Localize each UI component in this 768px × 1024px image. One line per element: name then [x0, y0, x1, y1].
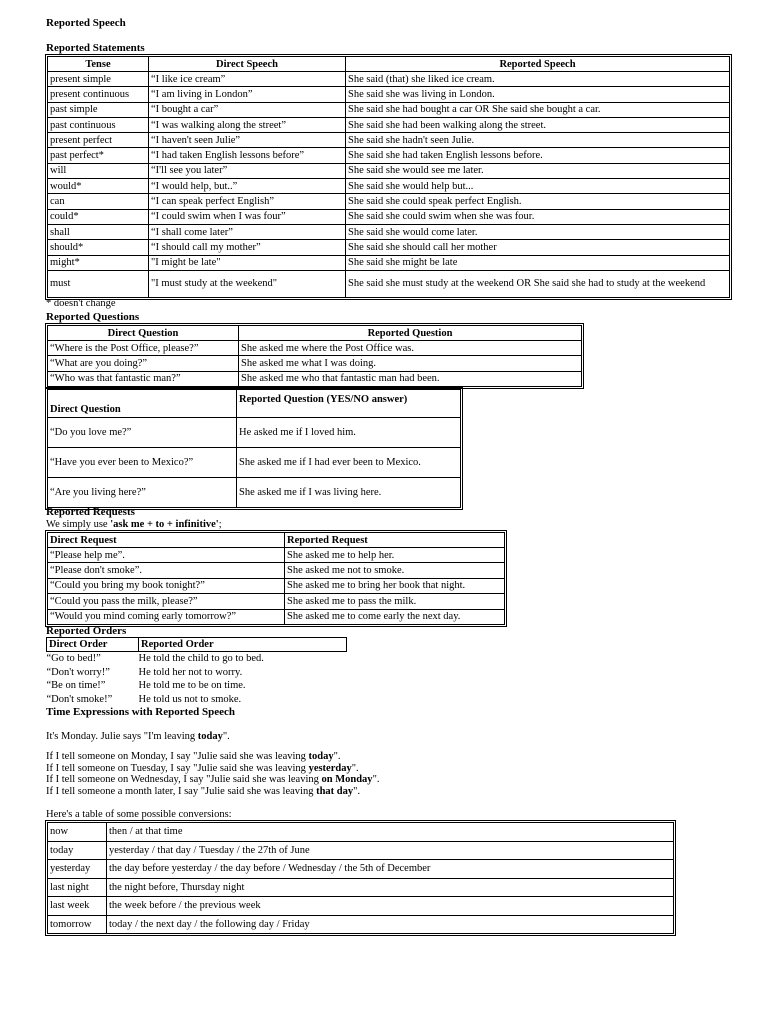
reported-speech-cell: She said she would come later.	[346, 224, 730, 239]
reported-question-cell: She asked me what I was doing.	[239, 356, 582, 371]
table-row	[48, 860, 674, 879]
table-row	[48, 87, 730, 102]
time-expression-cell: today	[48, 841, 107, 860]
requests-intro-plain: We simply use	[46, 519, 111, 530]
tense-cell: can	[48, 194, 149, 209]
table-row	[48, 102, 730, 117]
table-row	[48, 163, 730, 178]
direct-question-cell: “What are you doing?”	[48, 356, 239, 371]
conversion-cell: today / the next day / the following day / Friday	[107, 915, 674, 934]
table-row	[48, 897, 674, 916]
questions-table	[47, 325, 582, 387]
reported-speech-cell: She said she would help but...	[346, 179, 730, 194]
tense-cell: might*	[48, 255, 149, 270]
table-row	[48, 841, 674, 860]
tense-cell: could*	[48, 209, 149, 224]
direct-question-cell: “Who was that fantastic man?”	[48, 371, 239, 386]
reported-question-cell: She asked me if I was living here.	[237, 478, 461, 508]
statements-table	[47, 56, 730, 298]
table-row	[48, 148, 730, 163]
direct-speech-cell: “I should call my mother”	[149, 240, 346, 255]
tense-cell: shall	[48, 224, 149, 239]
tense-cell: past simple	[48, 102, 149, 117]
yesno-table	[47, 389, 461, 508]
header-direct-speech: Direct Speech	[149, 57, 346, 72]
time-example-emphasis: today	[308, 751, 334, 762]
orders-table	[46, 637, 347, 707]
reported-speech-cell: She said she would see me later.	[346, 163, 730, 178]
table-row	[48, 224, 730, 239]
reported-order-cell: He told me to be on time.	[138, 680, 246, 692]
table-row	[48, 609, 505, 624]
table-row	[48, 270, 730, 297]
requests-intro-end: ;	[218, 519, 222, 530]
direct-speech-cell: “I can speak perfect English”	[149, 194, 346, 209]
tense-cell: should*	[48, 240, 149, 255]
tense-cell: present perfect	[48, 133, 149, 148]
table-row	[48, 915, 674, 934]
tense-cell: present continuous	[48, 87, 149, 102]
direct-speech-cell: “I'll see you later”	[149, 163, 346, 178]
reported-request-cell: She asked me not to smoke.	[285, 563, 505, 578]
direct-request-cell: “Could you bring my book tonight?”	[48, 578, 285, 593]
time-heading: Time Expressions with Reported Speech	[46, 706, 236, 718]
conversion-cell: the night before, Thursday night	[107, 878, 674, 897]
statements-body	[48, 72, 730, 298]
tense-cell: past perfect*	[48, 148, 149, 163]
requests-body	[48, 548, 505, 625]
table-row	[48, 548, 505, 563]
time-example-end: ".	[353, 785, 361, 797]
table-row	[48, 133, 730, 148]
reported-order-cell: He told us not to smoke.	[138, 694, 242, 706]
header-reported-question: Reported Question	[239, 326, 582, 341]
reported-request-cell: She asked me to bring her book that night.	[285, 578, 505, 593]
direct-question-cell: “Are you living here?”	[48, 478, 237, 508]
table-row	[47, 693, 347, 707]
time-example-text: If I tell someone on Tuesday, I say "Julie said she was leaving	[46, 762, 309, 774]
table-row	[48, 117, 730, 132]
header-reported-order: Reported Order	[139, 638, 347, 652]
reported-request-cell: She asked me to pass the milk.	[285, 594, 505, 609]
direct-request-cell: “Please help me”.	[48, 548, 285, 563]
reported-order-cell: He told the child to go to bed.	[138, 653, 264, 664]
time-expression-cell: last week	[48, 897, 107, 916]
reported-question-cell: She asked me if I had ever been to Mexico.	[237, 448, 461, 478]
direct-speech-cell: “I am living in London”	[149, 87, 346, 102]
direct-request-cell: “Would you mind coming early tomorrow?”	[48, 609, 285, 624]
tense-cell: would*	[48, 179, 149, 194]
reported-speech-cell: She said she had bought a car OR She said she bought a car.	[346, 102, 730, 117]
conversions-body	[48, 823, 674, 934]
table-row	[48, 563, 505, 578]
page-title: Reported Speech	[46, 17, 126, 29]
header-yesno-direct: Direct Question	[48, 390, 237, 418]
time-intro	[46, 730, 230, 743]
table-row	[48, 209, 730, 224]
conversion-cell: the week before / the previous week	[107, 897, 674, 916]
direct-request-cell: “Could you pass the milk, please?”	[48, 594, 285, 609]
time-intro-b: today	[197, 731, 223, 742]
direct-speech-cell: "I might be late"	[149, 255, 346, 270]
time-example-end: ".	[372, 774, 380, 786]
tense-cell: must	[48, 270, 149, 297]
table-row	[48, 478, 461, 508]
table-row	[47, 679, 347, 693]
conversion-cell: the day before yesterday / the day before / Wednesday / the 5th of December	[107, 860, 674, 879]
direct-speech-cell: “I had taken English lessons before”	[149, 148, 346, 163]
time-expression-cell: now	[48, 823, 107, 842]
time-intro-a: It's Monday. Julie says "I'm leaving	[46, 731, 198, 742]
time-example-end: ".	[351, 762, 359, 774]
table-row	[48, 594, 505, 609]
requests-table	[47, 532, 505, 625]
reported-speech-cell: She said she had taken English lessons before.	[346, 148, 730, 163]
header-direct-request: Direct Request	[48, 533, 285, 548]
reported-speech-cell: She said (that) she liked ice cream.	[346, 72, 730, 87]
tense-cell: present simple	[48, 72, 149, 87]
direct-order-cell: “Don't worry!”	[46, 666, 110, 678]
table-row	[48, 179, 730, 194]
table-row	[48, 341, 582, 356]
header-direct-question: Direct Question	[48, 326, 239, 341]
time-example-text: If I tell someone on Wednesday, I say "Julie said she was leaving	[46, 774, 322, 786]
tense-cell: past continuous	[48, 117, 149, 132]
table-row	[48, 194, 730, 209]
table-row	[47, 652, 347, 666]
table-row	[48, 72, 730, 87]
questions-heading: Reported Questions	[46, 311, 140, 323]
time-example-text: If I tell someone a month later, I say "Julie said she was leaving	[46, 785, 317, 797]
conversions-intro: Here's a table of some possible conversions:	[46, 809, 232, 820]
direct-speech-cell: “I was walking along the street”	[149, 117, 346, 132]
reported-speech-cell: She said she could speak perfect English.	[346, 194, 730, 209]
direct-speech-cell: “I haven't seen Julie”	[149, 133, 346, 148]
table-row	[48, 823, 674, 842]
reported-speech-cell: She said she should call her mother	[346, 240, 730, 255]
time-expression-cell: yesterday	[48, 860, 107, 879]
direct-speech-cell: “I bought a car”	[149, 102, 346, 117]
reported-order-cell: He told her not to worry.	[138, 666, 243, 678]
reported-speech-cell: She said she had been walking along the street.	[346, 117, 730, 132]
requests-intro-bold: 'ask me + to + infinitive'	[110, 519, 219, 530]
requests-intro	[46, 519, 222, 530]
direct-question-cell: “Have you ever been to Mexico?”	[48, 448, 237, 478]
direct-speech-cell: “I shall come later”	[149, 224, 346, 239]
orders-heading: Reported Orders	[46, 625, 127, 637]
time-example-line	[46, 785, 360, 798]
conversions-table	[47, 822, 674, 934]
table-row	[48, 578, 505, 593]
time-example-text: If I tell someone on Monday, I say "Julie said she was leaving	[46, 751, 309, 762]
header-yesno-reported: Reported Question (YES/NO answer)	[237, 390, 461, 418]
header-tense: Tense	[48, 57, 149, 72]
orders-body	[47, 652, 347, 707]
tense-cell: will	[48, 163, 149, 178]
reported-question-cell: She asked me where the Post Office was.	[239, 341, 582, 356]
table-row	[48, 356, 582, 371]
time-expression-cell: last night	[48, 878, 107, 897]
direct-order-cell: “Be on time!”	[46, 680, 106, 692]
statements-heading: Reported Statements	[46, 42, 145, 54]
header-direct-order: Direct Order	[47, 638, 139, 652]
time-example-emphasis: that day	[316, 785, 354, 797]
reported-speech-cell: She said she might be late	[346, 255, 730, 270]
table-row	[48, 418, 461, 448]
conversion-cell: yesterday / that day / Tuesday / the 27th of June	[107, 841, 674, 860]
reported-speech-cell: She said she hadn't seen Julie.	[346, 133, 730, 148]
questions-body	[48, 341, 582, 387]
table-row	[47, 666, 347, 680]
table-row	[48, 878, 674, 897]
time-example-end: ".	[333, 751, 341, 762]
direct-speech-cell: "I must study at the weekend"	[149, 270, 346, 297]
direct-order-cell: “Go to bed!”	[46, 653, 101, 664]
direct-question-cell: “Where is the Post Office, please?”	[48, 341, 239, 356]
direct-question-cell: “Do you love me?”	[48, 418, 237, 448]
direct-speech-cell: “I would help, but..”	[149, 179, 346, 194]
direct-speech-cell: “I could swim when I was four”	[149, 209, 346, 224]
table-row	[48, 255, 730, 270]
conversion-cell: then / at that time	[107, 823, 674, 842]
reported-question-cell: He asked me if I loved him.	[237, 418, 461, 448]
reported-request-cell: She asked me to help her.	[285, 548, 505, 563]
table-row	[48, 371, 582, 386]
time-intro-c: ".	[222, 731, 230, 742]
reported-request-cell: She asked me to come early the next day.	[285, 609, 505, 624]
reported-speech-cell: She said she must study at the weekend OR She said she had to study at the weekend	[346, 270, 730, 297]
reported-speech-cell: She said she was living in London.	[346, 87, 730, 102]
direct-speech-cell: “I like ice cream”	[149, 72, 346, 87]
table-row	[48, 240, 730, 255]
header-reported-speech: Reported Speech	[346, 57, 730, 72]
reported-question-cell: She asked me who that fantastic man had been.	[239, 371, 582, 386]
time-expression-cell: tomorrow	[48, 915, 107, 934]
requests-heading: Reported Requests	[46, 506, 135, 518]
yesno-body	[48, 418, 461, 508]
time-example-emphasis: on Monday	[321, 774, 373, 786]
header-reported-request: Reported Request	[285, 533, 505, 548]
note: * doesn't change	[46, 298, 116, 309]
table-row	[48, 448, 461, 478]
time-example-emphasis: yesterday	[308, 762, 352, 774]
direct-request-cell: “Please don't smoke”.	[48, 563, 285, 578]
direct-order-cell: “Don't smoke!”	[46, 694, 113, 706]
reported-speech-cell: She said she could swim when she was four.	[346, 209, 730, 224]
